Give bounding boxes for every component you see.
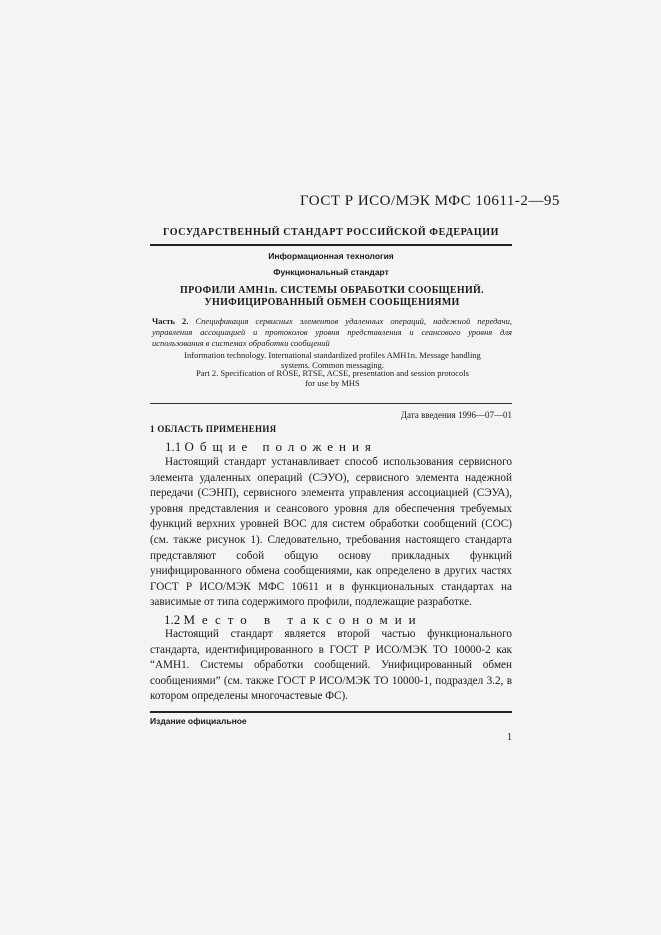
intro-date: Дата введения 1996—07—01	[400, 410, 512, 420]
title-en-line1: Information technology. International standardized profiles AMH1n. Message handling	[184, 350, 481, 360]
subsection-1-1-heading	[165, 439, 377, 455]
part-description-en	[160, 368, 505, 388]
subsection-1-2-number: 1.2	[164, 612, 181, 627]
title-en-line2: systems. Common messaging.	[281, 360, 384, 370]
subsection-1-1-number: 1.1	[165, 439, 182, 454]
section-1-title: 1 ОБЛАСТЬ ПРИМЕНЕНИЯ	[150, 424, 277, 434]
paragraph-1-1: Настоящий стандарт устанавливает способ использования сервисного элемента удаленных операций (СЭУО), сервисного элемента надежной передачи (СЭНП), сервисного элемента управления ассоциацией (СЭУА), уровня представления и сеансового уровня для обеспечения требуемых функций верхних уровней ВОС для систем обработки сообщений (СОС) (см. также рисунок 1). Следовательно, требования настоящего стандарта представляют собой общую основу прикладных функций унифицированного обмена сообщениями, как определено в других частях ГОСТ Р ИСО/МЭК МФС 10611 и в функциональных стандартах на зависимые от типа содержимого профили, подлежащие разработке.	[150, 456, 512, 609]
part-ru-lead: Часть 2.	[152, 316, 189, 326]
info-tech-label: Информационная технология	[268, 251, 394, 261]
main-title: ПРОФИЛИ AMH1n. СИСТЕМЫ ОБРАБОТКИ СООБЩЕНИЙ. УНИФИЦИРОВАННЫЙ ОБМЕН СООБЩЕНИЯМИ	[180, 285, 484, 308]
part-description-ru	[152, 316, 512, 349]
title-en	[160, 350, 505, 370]
top-divider	[150, 244, 512, 246]
state-standard-heading: ГОСУДАРСТВЕННЫЙ СТАНДАРТ РОССИЙСКОЙ ФЕДЕРАЦИИ	[163, 227, 499, 238]
subsection-1-1-title: Общие положения	[184, 439, 377, 454]
edition-label: Издание официальное	[150, 716, 247, 726]
gost-code: ГОСТ Р ИСО/МЭК МФС 10611-2—95	[300, 193, 560, 209]
functional-standard-label: Функциональный стандарт	[273, 267, 389, 277]
part-en-line2: for use by MHS	[305, 378, 360, 388]
part-ru-rest: Спецификация сервисных элементов удаленных операций, надежной передачи, управления ассоциацией и протоколов уровня представления и сеансового уровня для использования в системах обработки сообщений	[152, 316, 512, 348]
paragraph-1-2: Настоящий стандарт является второй частью функционального стандарта, идентифицированного в ГОСТ Р ИСО/МЭК ТО 10000-2 как “АМН1. Системы обработки сообщений. Унифицированный обмен сообщениями” (см. также ГОСТ Р ИСО/МЭК ТО 10000-1, подраздел 3.2, в котором определены многочастевые ФС).	[150, 628, 512, 703]
part-en-line1: Part 2. Specification of ROSE, RTSE, ACSE, presentation and session protocols	[196, 368, 469, 378]
middle-divider	[150, 403, 512, 404]
subsection-1-2-heading	[164, 612, 423, 628]
page-number: 1	[507, 732, 512, 743]
footer-divider	[150, 711, 512, 713]
subsection-1-2-title: Место в таксономии	[183, 612, 423, 627]
